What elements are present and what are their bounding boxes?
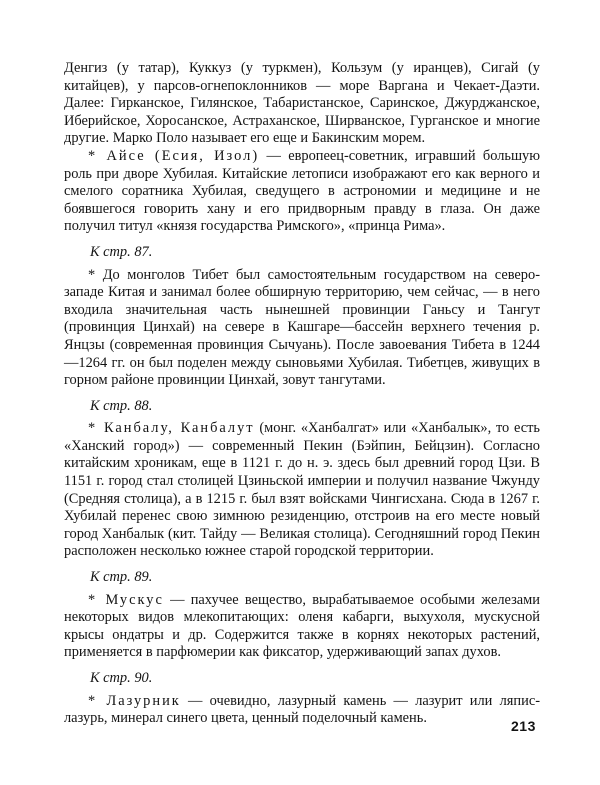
section-heading-p90: К стр. 90. [90,670,153,686]
entry-aise-lead: * Айсе (Есия, Изол) [88,147,260,164]
note-lazurnik [64,693,540,728]
note-musk-lead: * Мускус [88,591,164,608]
note-kanbalu-text: (монг. «Ханбалгат» или «Ханбалык», то есть «Ханский город») — современный Пекин (Бэйпин, Бейцзин). Согласно китайским хроникам, еще в 1121 г. до н. э. здесь был древний город Цзи. В 1151 г. город стал столицей Цзиньской империи и получил название Чжунду (Средняя столица), а в 1215 г. был взят войсками Чингисхана. Сюда в 1267 г. Хубилай перенес свою зимнюю резиденцию, отстроив на его месте новый город Ханбалык (кит. Тайду — Великая столица). Сегодняшний город Пекин расположен несколько южнее старой городской территории. [64,420,540,560]
note-musk-text: — пахучее вещество, вырабатываемое особыми железами некоторых видов млекопитающих: оленя кабарги, выхухоля, мускусной крысы ондатры и др. Содержится также в корнях некоторых растений, применяется в парфюмерии как фиксатор, удерживающий запах духов. [64,591,540,661]
entry-aise-text: — европеец-советник, игравший большую роль при дворе Хубилая. Китайские летописи изображают его как верного и смелого соратника Хубилая, сведущего в астрономии и медицине и не боявшегося говорить хану и его придворным правду в глаза. Он даже получил титул «князя государства Римского», «принца Рима». [64,147,540,235]
note-tibet [64,267,540,390]
note-kanbalu-lead: * Канбалу, Канбалут [88,420,255,437]
note-musk [64,592,540,662]
page-number: 213 [511,718,536,734]
note-lazurnik-lead: * Лазурник [88,692,181,709]
page-body [64,60,540,760]
entry-aise [64,148,540,236]
section-heading-p89: К стр. 89. [90,569,153,586]
section-heading-p87: К стр. 87. [90,243,153,260]
note-kanbalu [64,420,540,561]
section-heading-p88: К стр. 88. [90,397,153,414]
note-tibet-text: был самостоятельным государством на северо-западе Китая и занимал более обширную территорию, чем сейчас, — в него входила значительная часть нынешней провинции Ганьсу и Тангут (провинция Цинхай) на севере в Кашгаре—бассейн верхнего течения р. Янцзы (современная провинция Сычуань). После завоевания Тибета в 1244—1264 гг. он был поделен между сыновьями Хубилая. Тибетцев, живущих в горном районе провинции Цинхай, зовут тангутами. [64,266,540,389]
intro-paragraph: Денгиз (у татар), Куккуз (у туркмен), Кользум (у иранцев), Сигай (у китайцев), у парсов-огнепоклонников — море Варгана и Чекает-Даэти. Далее: Гирканское, Гилянское, Табаристанское, Саринское, Джурджанское, Иберийское, Хоросанское, Астраханское, Ширванское, Гурганское и многие другие. Марко Поло называет его еще и Бакинским морем. [64,60,540,147]
note-tibet-lead: * До монголов Тибет [88,266,229,283]
note-lazurnik-text: — очевидно, лазурный камень — лазурит или ляпис-лазурь, минерал синего цвета, ценный поделочный камень. [64,692,541,727]
